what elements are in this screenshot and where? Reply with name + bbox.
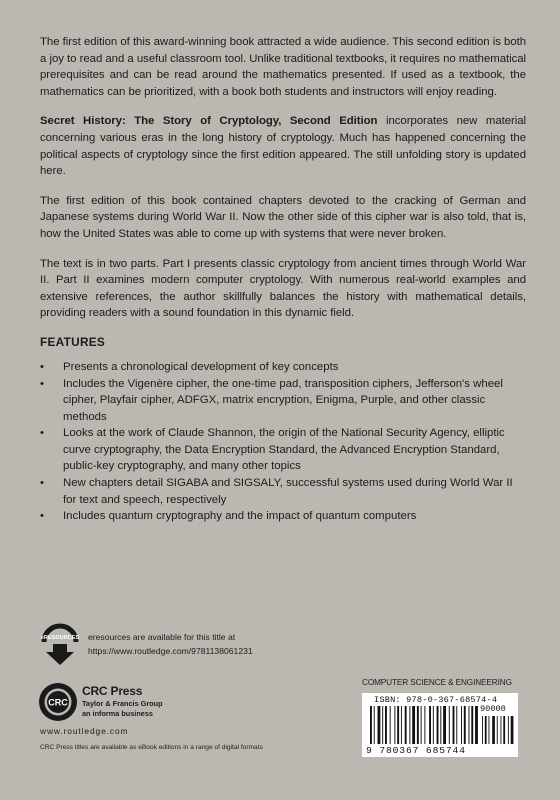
feature-item bbox=[40, 425, 526, 475]
bullet: • bbox=[40, 510, 44, 523]
feature-item bbox=[40, 475, 526, 508]
eresources-icon bbox=[40, 622, 80, 666]
features-list bbox=[40, 359, 526, 525]
features-heading: FEATURES bbox=[40, 334, 106, 349]
description-paragraph-3: The first edition of this book contained chapters devoted to the cracking of German and Japanese systems during World War II. Now the other side of this cipher war is also told, that is, how the United States was able to come up with systems that were never broken. bbox=[40, 194, 526, 240]
publisher-name: CRC Press bbox=[82, 684, 143, 698]
subject-category: COMPUTER SCIENCE & ENGINEERING bbox=[362, 678, 512, 687]
price-code: 90000 bbox=[480, 704, 506, 714]
feature-text: Includes the Vigenère cipher, the one-time pad, transposition ciphers, Jefferson's wheel cipher, Playfair cipher, ADFGX, matrix encryption, Enigma, Purple, and other classic methods bbox=[63, 377, 503, 423]
bullet: • bbox=[40, 360, 44, 373]
isbn-text: ISBN: 978-0-367-68574-4 bbox=[374, 695, 498, 705]
back-cover-text bbox=[40, 34, 526, 525]
feature-text: New chapters detail SIGABA and SIGSALY, successful systems used during World War II for text and speech, respectively bbox=[63, 477, 513, 506]
feature-item bbox=[40, 508, 526, 525]
paragraph-2-rest: incorporates new material concerning various eras in the long history of cryptology. Much has happened concerning the political aspects of cryptology since the first edition appeared. The still unfolding story is updated here. bbox=[40, 115, 526, 178]
eresources-block bbox=[40, 622, 340, 672]
description-paragraph-2 bbox=[40, 113, 526, 179]
eresources-url[interactable]: https://www.routledge.com/9781138061231 bbox=[88, 645, 253, 656]
barcode-digits: 9 780367 685744 bbox=[366, 745, 466, 756]
publisher-block bbox=[38, 682, 298, 742]
publisher-group: Taylor & Francis Group bbox=[82, 699, 163, 708]
bullet: • bbox=[40, 427, 44, 440]
bullet: • bbox=[40, 377, 44, 390]
eresources-line: eresources are available for this title at bbox=[88, 632, 236, 642]
publisher-informa: an informa business bbox=[82, 708, 153, 718]
publisher-url[interactable]: www.routledge.com bbox=[40, 726, 129, 736]
crc-press-logo bbox=[38, 682, 78, 722]
barcode-icon bbox=[368, 706, 518, 746]
bullet: • bbox=[40, 477, 44, 490]
ebook-footnote: CRC Press titles are available as eBook editions in a range of digital formats bbox=[40, 744, 263, 751]
eresources-icon-label: eRESOURCES bbox=[40, 635, 80, 641]
crc-logo-text: CRC bbox=[48, 697, 68, 708]
barcode-box bbox=[362, 693, 518, 757]
feature-item bbox=[40, 359, 526, 376]
book-title-bold: Secret History: The Story of Cryptology, Second Edition bbox=[40, 115, 378, 128]
feature-text: Presents a chronological development of key concepts bbox=[63, 360, 339, 373]
publisher-subtitle bbox=[82, 699, 163, 718]
description-paragraph-4: The text is in two parts. Part I presents classic cryptology from ancient times through World War II. Part II examines modern computer cryptology. With numerous real-world examples and extensive references, the author skillfully balances the history with mathematical details, providing readers with a sound foundation in this dynamic field. bbox=[40, 257, 526, 320]
eresources-text bbox=[88, 631, 253, 658]
feature-text: Looks at the work of Claude Shannon, the origin of the National Security Agency, elliptic curve cryptography, the Data Encryption Standard, the Advanced Encryption Standard, public-key cryptography, and many other topics bbox=[63, 427, 505, 473]
feature-text: Includes quantum cryptography and the impact of quantum computers bbox=[63, 510, 417, 523]
feature-item bbox=[40, 376, 526, 426]
description-paragraph-1: The first edition of this award-winning book attracted a wide audience. This second edition is both a joy to read and a useful classroom tool. Unlike traditional textbooks, it requires no mathematical prerequisites and can be read around the mathematics presented. If used as a textbook, the mathematics can be prioritized, with a book both students and instructors will enjoy reading. bbox=[40, 36, 526, 98]
